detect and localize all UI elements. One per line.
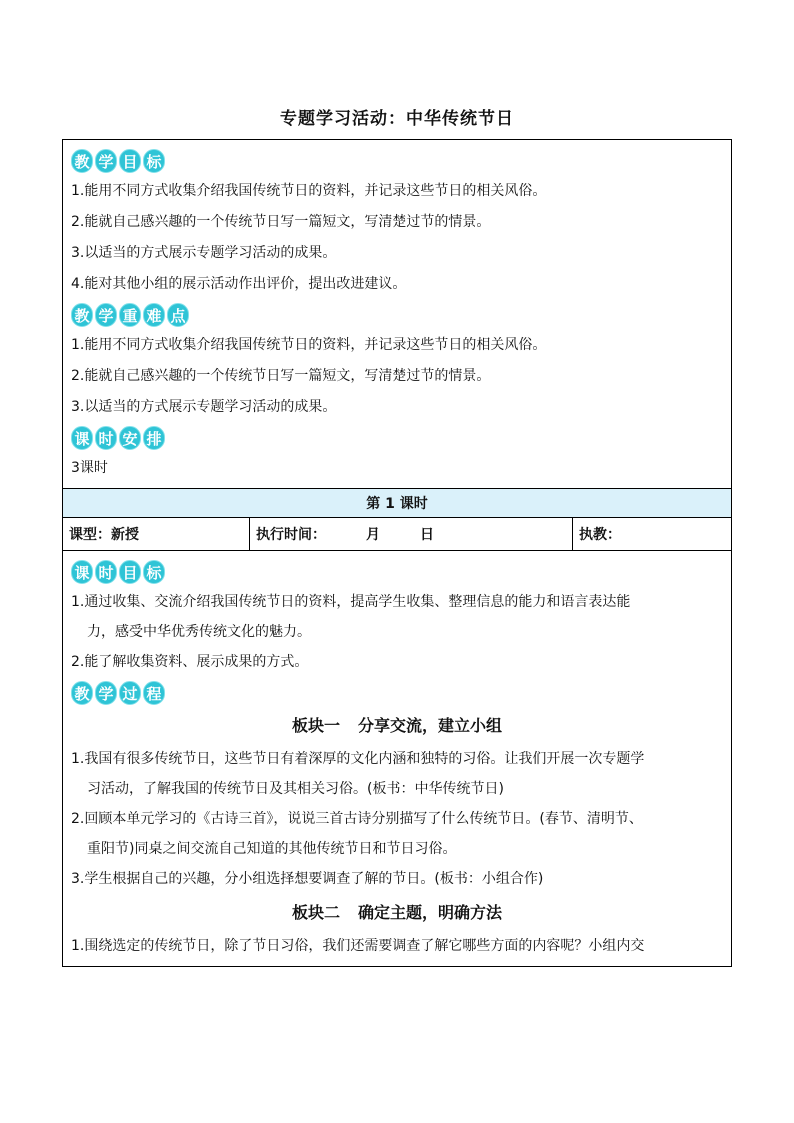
heading-char: 程 [143,681,165,705]
time-label: 执行时间： [256,527,326,543]
key-point-item: 3.以适当的方式展示专题学习活动的成果。 [71,399,337,415]
key-point-item: 2.能就自己感兴趣的一个传统节日写一篇短文，写清楚过节的情景。 [71,368,491,384]
heading-char: 课 [71,426,93,450]
key-point-item: 1.能用不同方式收集介绍我国传统节日的资料，并记录这些节日的相关风俗。 [71,337,547,353]
lesson-goal-line: 2.能了解收集资料、展示成果的方式。 [71,654,309,670]
process-line: 1.我国有很多传统节日，这些节日有着深厚的文化内涵和独特的习俗。让我们开展一次专题学 [71,751,645,767]
heading-char: 学 [95,149,117,173]
heading-char: 目 [119,560,141,584]
heading-char: 时 [95,560,117,584]
month-label: 月 [366,527,380,543]
heading-char: 教 [71,681,93,705]
goal-item: 3.以适当的方式展示专题学习活动的成果。 [71,245,337,261]
schedule-text: 3课时 [71,460,108,476]
process-line: 重阳节)同桌之间交流自己知道的其他传统节日和节日习俗。 [87,841,457,857]
heading-char: 教 [71,149,93,173]
heading-char: 排 [143,426,165,450]
process-line: 2.回顾本单元学习的《古诗三首》，说说三首古诗分别描写了什么传统节日。(春节、清明节、 [71,811,643,827]
goal-item: 1.能用不同方式收集介绍我国传统节日的资料，并记录这些节日的相关风俗。 [71,183,547,199]
heading-char: 学 [95,681,117,705]
block-two-title: 板块二 确定主题，明确方法 [291,903,503,922]
process-heading [71,678,723,708]
process-line: 3.学生根据自己的兴趣，分小组选择想要调查了解的节日。(板书：小组合作) [71,871,544,887]
day-label: 日 [420,527,434,543]
lesson-goals-heading [71,557,723,587]
lesson-band: 第 1 课时 [63,488,731,518]
lesson-type: 课型：新授 [69,527,139,543]
lesson-meta-row [63,518,731,551]
heading-char: 学 [95,303,117,327]
block-one-title: 板块一 分享交流，建立小组 [291,716,503,735]
heading-char: 点 [167,303,189,327]
schedule-heading [71,423,723,453]
heading-char: 教 [71,303,93,327]
goal-item: 2.能就自己感兴趣的一个传统节日写一篇短文，写清楚过节的情景。 [71,214,491,230]
heading-char: 目 [119,149,141,173]
heading-char: 标 [143,149,165,173]
teaching-goals-heading [71,146,723,176]
heading-char: 安 [119,426,141,450]
key-points-heading [71,300,723,330]
heading-char: 课 [71,560,93,584]
goal-item: 4.能对其他小组的展示活动作出评价，提出改进建议。 [71,276,407,292]
lesson-goal-line: 1.通过收集、交流介绍我国传统节日的资料，提高学生收集、整理信息的能力和语言表达能 [71,594,631,610]
lesson-goal-line: 力，感受中华优秀传统文化的魅力。 [87,624,311,640]
process-line: 1.围绕选定的传统节日，除了节日习俗，我们还需要调查了解它哪些方面的内容呢？小组内交 [71,938,645,954]
heading-char: 难 [143,303,165,327]
lesson-time [249,518,572,550]
heading-char: 标 [143,560,165,584]
teaching-goals-section [63,140,731,488]
page-title: 专题学习活动：中华传统节日 [280,109,514,129]
process-line: 习活动，了解我国的传统节日及其相关习俗。(板书：中华传统节日) [87,781,504,797]
lesson-teacher: 执教： [572,518,731,550]
heading-char: 过 [119,681,141,705]
heading-char: 时 [95,426,117,450]
lesson-detail-section [63,551,731,966]
lesson-plan-table [62,139,732,967]
heading-char: 重 [119,303,141,327]
